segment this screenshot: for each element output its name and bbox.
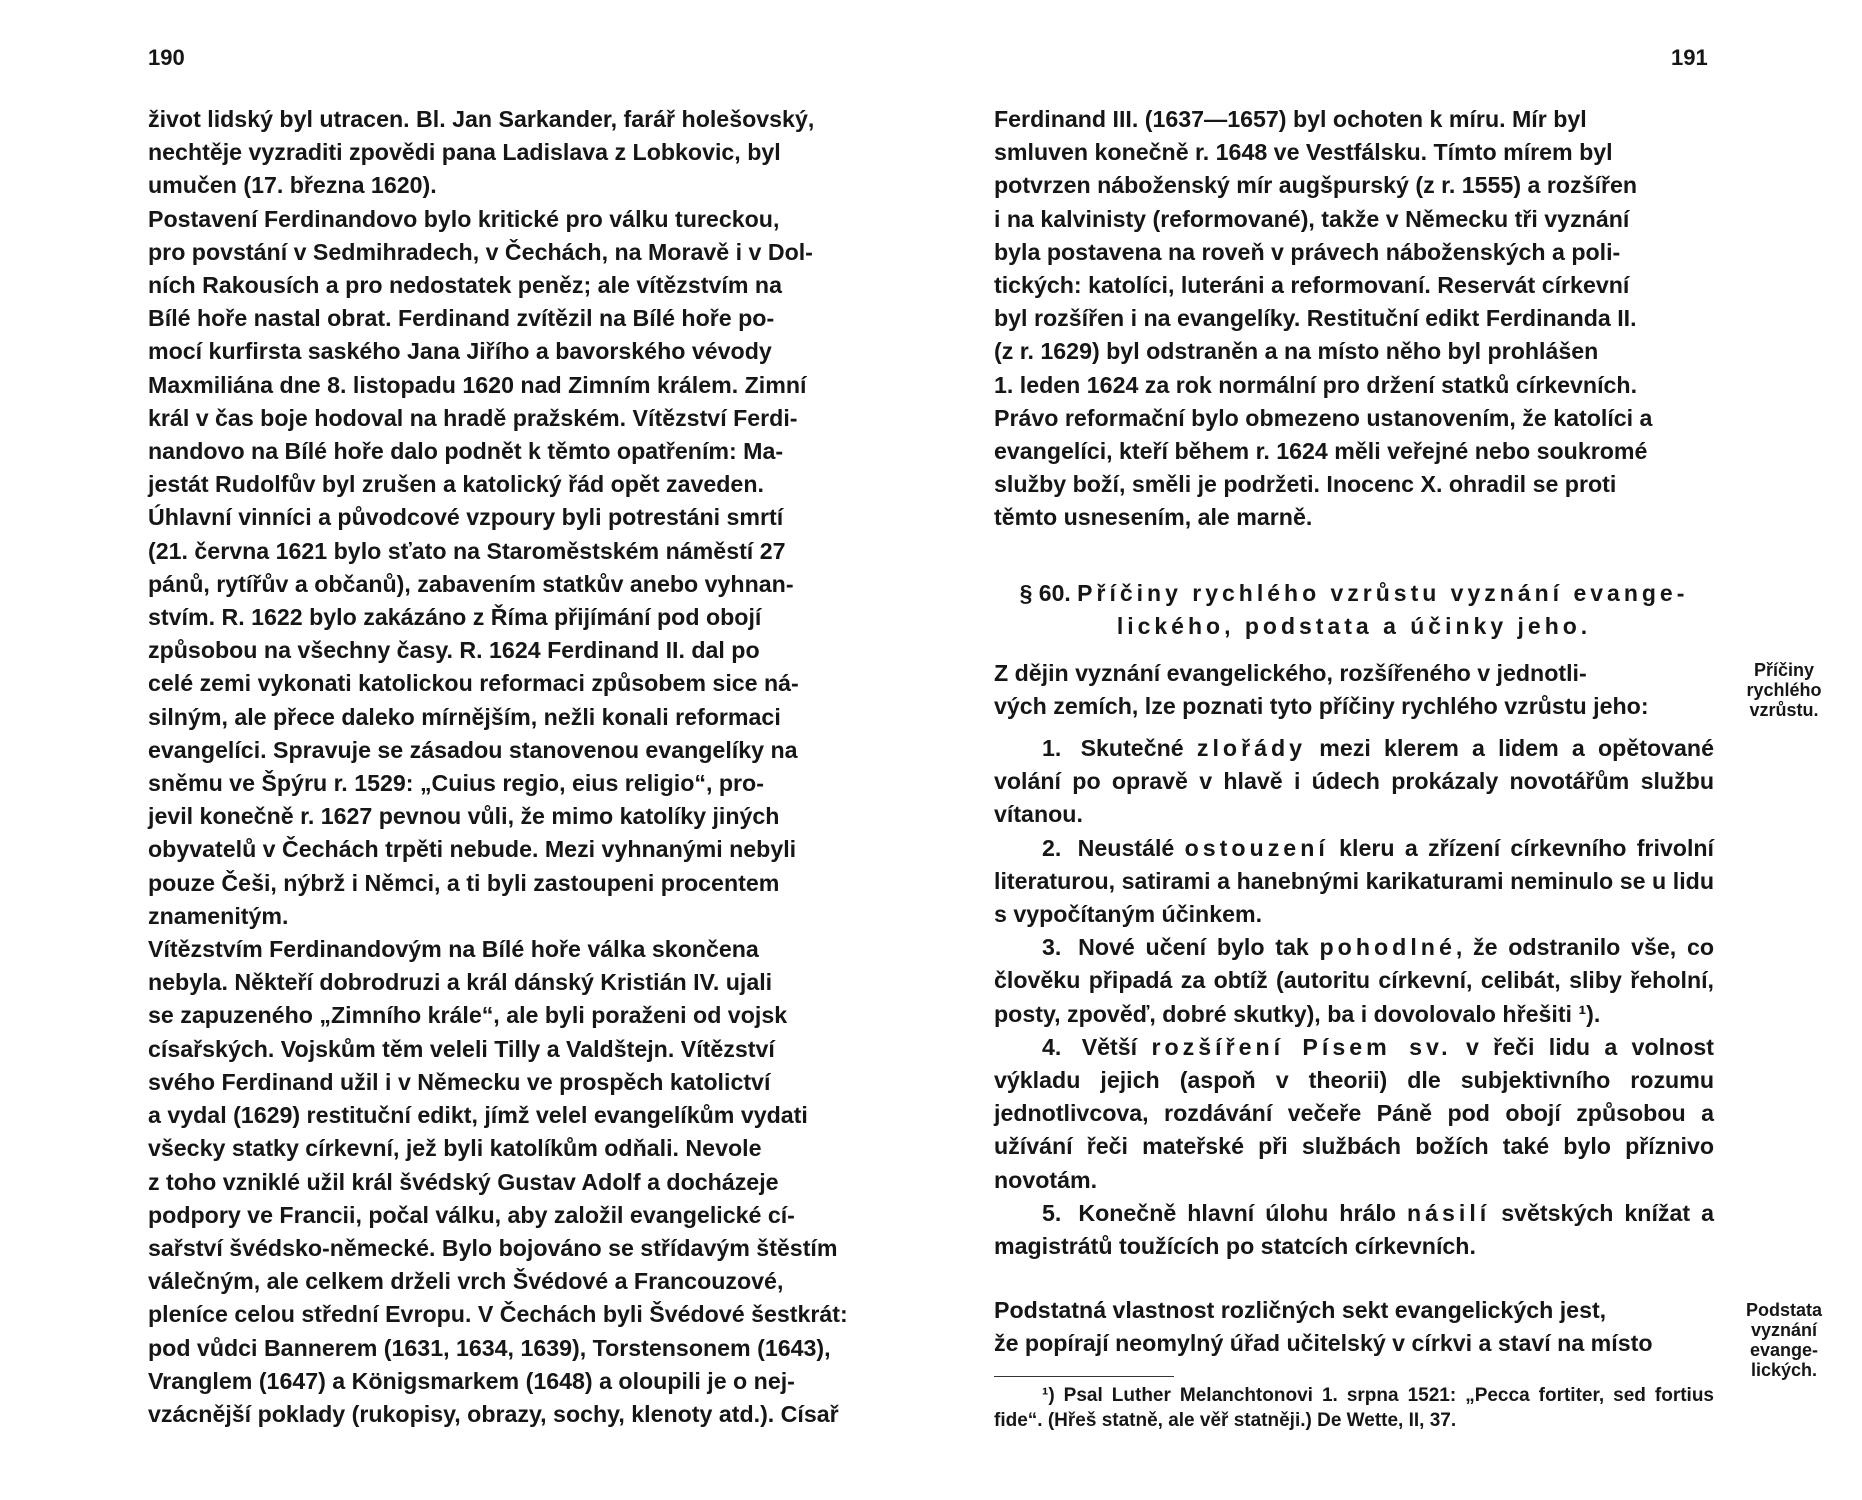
item-number: 2. [1042,834,1062,861]
section-title-line-2: lického, podstata a účinky jeho. [1116,613,1592,639]
list-item [994,732,1714,832]
list-item [994,1031,1714,1197]
item-number: 3. [1042,934,1062,961]
item-text: Konečně hlavní úlohu hrálo [1078,1199,1396,1226]
item-keyword: ostouzení [1184,834,1329,861]
closing-paragraph: Podstatná vlastnost rozličných sekt evangelických jest, že popírají neomylný úřad učitelský v církvi a staví na místo [994,1297,1653,1357]
item-number: 5. [1042,1199,1062,1226]
margin-note-essence: Podstata vyznání evange- lických. [1745,1300,1823,1380]
margin-note-causes: Příčiny rychlého vzrůstu. [1746,660,1822,720]
footnote-divider [994,1376,1174,1377]
item-keyword: pohodlné [1319,934,1456,961]
item-number: 4. [1042,1033,1062,1060]
right-page [931,0,1862,1500]
item-text: mezi klerem a lidem a opětované volání po opravě v hlavě i údech prokázaly novotářům službu vítanou. [994,735,1714,828]
item-keyword: rozšíření Písem sv. [1151,1033,1452,1060]
page-number-left: 190 [148,45,185,70]
item-text: kleru a zřízení církevního frivolní literaturou, satirami a hanebnými karikaturami neminulo se u lidu s vypočítaným účinkem. [994,834,1714,928]
item-text: Větší [1081,1033,1138,1060]
list-item [994,832,1714,932]
section-title-line-1: Příčiny rychlého vzrůstu vyznání evange- [1077,580,1689,606]
section-heading-line-1 [994,577,1714,610]
right-page-top-text: Ferdinand III. (1637—1657) byl ochoten k míru. Mír byl smluven konečně r. 1648 ve Vestfálsku. Tímto mírem byl potvrzen náboženský mír augšpurský (z r. 1555) a rozšířen i na kalvinisty (reformované), takže v Německu tři vyznání byla postavena na roveň v právech náboženských a poli- tických: katolíci, luteráni a reformovaní. Reservát církevní byl rozšířen i na evangelíky. Restituční edikt Ferdinanda II. (z r. 1629) byl odstraněn a na místo něho byl prohlášen 1. leden 1624 za rok normální pro držení statků církevních. Právo reformační bylo obmezeno ustanovením, že katolíci a evangelíci, kteří během r. 1624 měli veřejné nebo soukromé služby boží, směli je podržeti. Inocenc X. ohradil se proti těmto usnesením, ale marně. [994,106,1653,531]
item-text: Skutečné [1080,735,1184,761]
list-item [994,931,1714,1031]
left-page-body: život lidský byl utracen. Bl. Jan Sarkander, farář holešovský, nechtěje vyzraditi zpovědi pana Ladislava z Lobkovic, byl umučen (17. března 1620). Postavení Ferdinandovo bylo kritické pro válku tureckou, pro povstání v Sedmihradech, v Čechách, na Moravě i v Dol- ních Rakousích a pro nedostatek peněz; ale vítězstvím na Bílé hoře nastal obrat. Ferdinand zvítězil na Bílé hoře po- mocí kurfirsta saského Jana Jiřího a bavorského vévody Maxmiliána dne 8. listopadu 1620 nad Zimním králem. Zimní král v čas boje hodoval na hradě pražském. Vítězství Ferdi- nandovo na Bílé hoře dalo podnět k těmto opatřením: Ma- jestát Rudolfův byl zrušen a katolický řád opět zaveden. Úhlavní vinníci a původcové vzpoury byli potrestáni smrtí (21. června 1621 bylo sťato na Staroměstském náměstí 27 pánů, rytířův a občanů), zabavením statkův anebo vyhnan- stvím. R. 1622 bylo zakázáno z Říma přijímání pod obojí způsobou na všechny časy. R. 1624 Ferdinand II. dal po celé zemi vykonati katolickou reformaci způsobem sice ná- silným, ale přece daleko mírnějším, nežli konali reformaci evangelíci. Spravuje se zásadou stanovenou evangelíky na sněmu ve Špýru r. 1529: „Cuius regio, eius religio“, pro- jevil konečně r. 1627 pevnou vůli, že mimo katolíky jiných obyvatelů v Čechách trpěti nebude. Mezi vyhnanými nebyli pouze Češi, nýbrž i Němci, a ti byli zastoupeni procentem znamenitým. Vítězstvím Ferdinandovým na Bílé hoře válka skončena nebyla. Někteří dobrodruzi a král dánský Kristián IV. ujali se zapuzeného „Zimního krále“, ale byli poraženi od vojsk císařských. Vojskům těm veleli Tilly a Valdštejn. Vítězství svého Ferdinand užil i v Německu ve prospěch katolictví a vydal (1629) restituční edikt, jímž velel evangelíkům vydati všecky statky církevní, jež byli katolíkům odňali. Nevole z toho vzniklé užil král švédský Gustav Adolf a docházeje podpory ve Francii, počal válku, aby založil evangelické cí- sařství švédsko-německé. Bylo bojováno se střídavým štěstím válečným, ale celkem drželi vrch Švédové a Francouzové, pleníce celou střední Evropu. V Čechách byli Švédové šestkrát: pod vůdci Bannerem (1631, 1634, 1639), Torstensonem (1643), Vranglem (1647) a Königsmarkem (1648) a oloupili je o nej- vzácnější poklady (rukopisy, obrazy, sochy, klenoty atd.). Císař [148,106,848,1427]
item-keyword: zlořády [1196,735,1307,761]
item-text: Neustálé [1077,834,1175,861]
causes-list [994,732,1714,1263]
list-item [994,1197,1714,1263]
item-text: v řeči lidu a volnost výkladu jejich (aspoň v theorii) dle subjektivního rozumu jednotlivcova, rozdávání večeře Páně pod obojí způsobou a užívání řeči mateřské při službách božích také bylo příznivo novotám. [994,1033,1714,1193]
item-number: 1. [1042,735,1062,761]
footnote: ¹) Psal Luther Melanchtonovi 1. srpna 1521: „Pecca fortiter, sed fortius fide“. (Hřeš statně, ale věř statněji.) De Wette, II, 37. [994,1385,1714,1431]
section-intro: Z dějin vyznání evangelického, rozšířeného v jednotli- vých zemích, lze poznati tyto příčiny rychlého vzrůstu jeho: [994,660,1649,720]
item-text: Nové učení bylo tak [1078,934,1309,961]
section-heading [994,577,1714,643]
item-keyword: násilí [1406,1199,1491,1226]
section-mark: § 60. [1019,580,1071,606]
page-number-right: 191 [1671,45,1708,70]
item-text: , že odstranilo vše, co člověku připadá za obtíž (autoritu církevní, celibát, sliby řeholní, posty, zpověď, dobré skutky), ba i dovolovalo hřešiti ¹). [994,934,1714,1027]
item-text: světských knížat a magistrátů toužících po statcích církevních. [994,1199,1714,1260]
